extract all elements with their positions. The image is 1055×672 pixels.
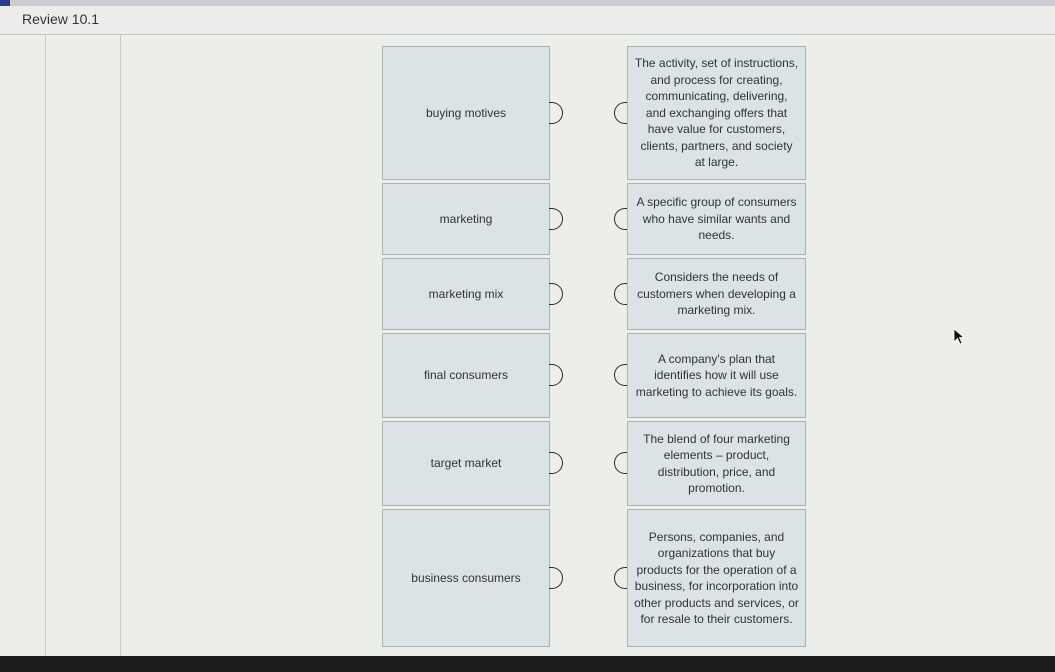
- term-tile[interactable]: [382, 46, 550, 180]
- definition-text: The blend of four marketing elements – product, distribution, price, and promotion.: [643, 431, 790, 495]
- term-label: marketing mix: [428, 286, 504, 301]
- term-tile[interactable]: [382, 183, 550, 255]
- title-bar: [0, 6, 1055, 35]
- definition-tile[interactable]: [627, 421, 806, 506]
- column-divider: [120, 35, 121, 656]
- definition-text: Persons, companies, and organizations that buy products for the operation of a business, for incorporation into other products and services, or for resale to their customers.: [634, 529, 799, 626]
- term-label: final consumers: [423, 368, 509, 383]
- term-tile[interactable]: [382, 421, 550, 506]
- window-title: Review 10.1: [22, 11, 100, 27]
- definition-text: A company's plan that identifies how it will use marketing to achieve its goals.: [635, 351, 798, 399]
- definition-tile[interactable]: [627, 258, 806, 330]
- term-tile[interactable]: [382, 333, 550, 418]
- term-label: target market: [430, 456, 502, 471]
- definition-text: The activity, set of instructions, and process for creating, communicating, delivering, and exchanging offers that have value for customers, clients, partners, and society at large.: [634, 56, 799, 170]
- term-label: marketing: [439, 211, 493, 226]
- term-tile[interactable]: [382, 258, 550, 330]
- definition-tile[interactable]: [627, 509, 806, 647]
- definition-text: Considers the needs of customers when developing a marketing mix.: [637, 270, 796, 318]
- definition-tile[interactable]: [627, 183, 806, 255]
- column-divider: [45, 35, 46, 656]
- term-label: business consumers: [411, 570, 521, 585]
- monitor-bezel: [0, 656, 1055, 672]
- mouse-pointer-icon: [953, 328, 967, 346]
- term-tile[interactable]: [382, 509, 550, 647]
- definition-text: A specific group of consumers who have similar wants and needs.: [636, 195, 797, 243]
- definition-tile[interactable]: [627, 46, 806, 180]
- term-label: buying motives: [425, 105, 507, 120]
- definition-tile[interactable]: [627, 333, 806, 418]
